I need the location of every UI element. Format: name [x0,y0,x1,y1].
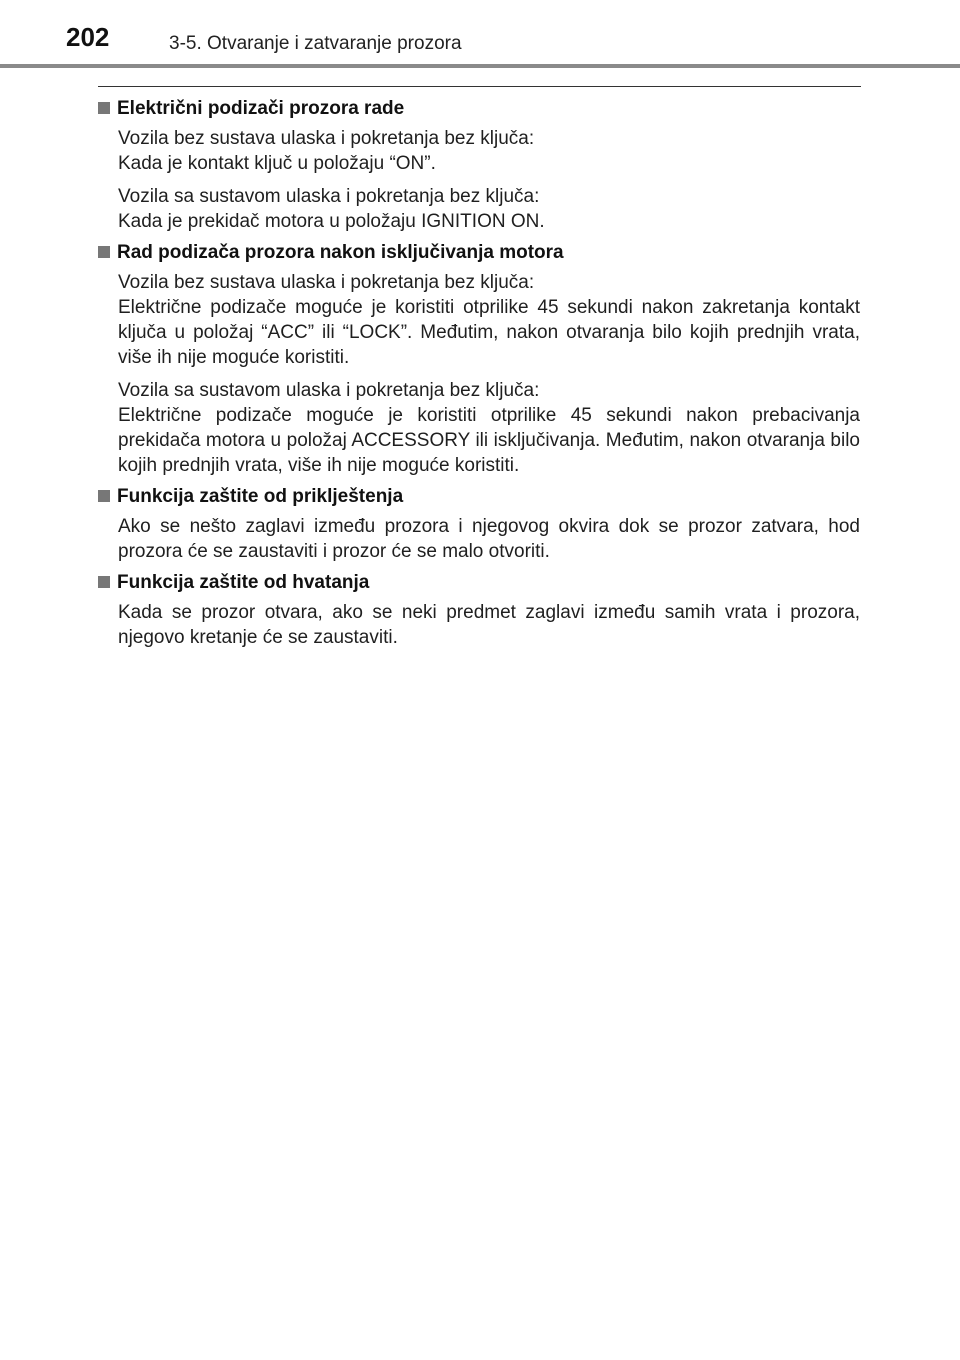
paragraph-line: Vozila sa sustavom ulaska i pokretanja bez ključa: [118,186,540,207]
paragraph [118,126,860,176]
bullet-square-icon [98,576,110,588]
section-head [98,486,860,514]
paragraph-line: Kada se prozor otvara, ako se neki predmet zaglavi između samih vrata i prozora, njegovo kretanje će se zaustaviti. [118,602,860,648]
paragraph [118,514,860,564]
section-heading: Funkcija zaštite od hvatanja [117,572,370,593]
section-jam-protection [98,486,860,564]
bullet-square-icon [98,490,110,502]
section-head [98,242,860,270]
section-title: 3-5. Otvaranje i zatvaranje prozora [169,33,462,54]
bullet-square-icon [98,102,110,114]
section-after-engine-off [98,242,860,478]
paragraph [118,378,860,478]
section-heading: Električni podizači prozora rade [117,98,405,119]
paragraph-line: Električne podizače moguće je koristiti otprilike 45 sekundi nakon prebacivanja prekidača motora u položaj ACCESSORY ili isključivanja. Međutim, nakon otvaranja bilo kojih prednjih vrata, više ih nije moguće koristiti. [118,405,860,476]
paragraph-line: Električne podizače moguće je koristiti otprilike 45 sekundi nakon zakretanja kontakt ključa u položaj “ACC” ili “LOCK”. Međutim, nakon otvaranja bilo kojih prednjih vrata, više ih nije moguće koristiti. [118,297,860,368]
section-heading: Funkcija zaštite od priklještenja [117,486,404,507]
paragraph-line: Vozila sa sustavom ulaska i pokretanja bez ključa: [118,380,540,401]
section-power-windows-operate [98,98,860,234]
paragraph-line: Ako se nešto zaglavi između prozora i njegovog okvira dok se prozor zatvara, hod prozora će se zaustaviti i prozor će se malo otvoriti. [118,516,860,562]
page-content [98,96,860,658]
paragraph-line: Kada je kontakt ključ u položaju “ON”. [118,153,436,174]
section-heading: Rad podizača prozora nakon isključivanja motora [117,242,564,263]
paragraph-line: Kada je prekidač motora u položaju IGNITION ON. [118,211,545,232]
section-catch-protection [98,572,860,650]
section-head [98,572,860,600]
paragraph-line: Vozila bez sustava ulaska i pokretanja bez ključa: [118,128,535,149]
paragraph-line: Vozila bez sustava ulaska i pokretanja bez ključa: [118,272,535,293]
header-rule [0,64,960,68]
paragraph [118,184,860,234]
page-header [0,0,960,68]
section-head [98,98,860,126]
paragraph [118,600,860,650]
paragraph [118,270,860,370]
page-number: 202 [66,22,110,52]
bullet-square-icon [98,246,110,258]
content-rule [98,86,861,87]
